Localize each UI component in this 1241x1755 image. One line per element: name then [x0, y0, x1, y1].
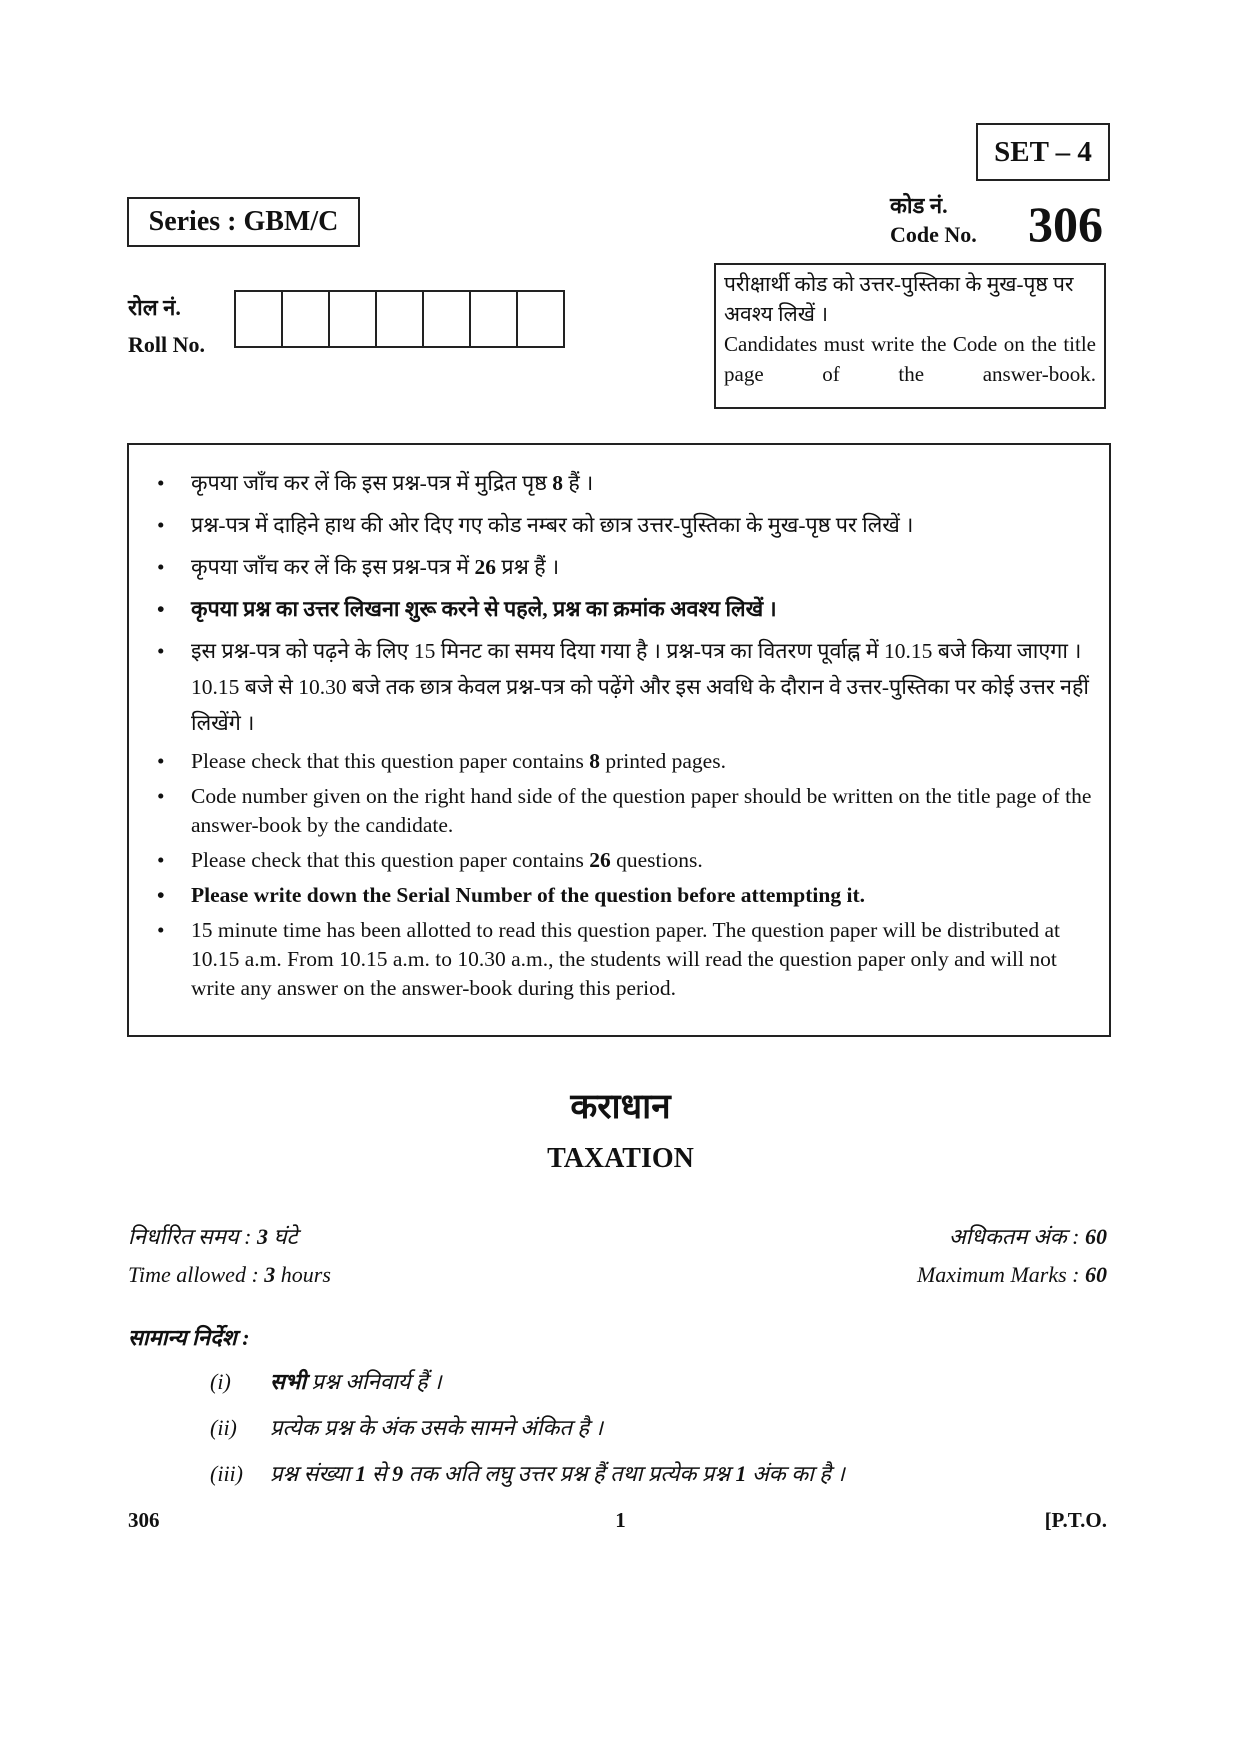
time-allowed-english: Time allowed : 3 hours	[128, 1262, 331, 1287]
bullet-icon: •	[157, 784, 165, 808]
bullet-icon: •	[157, 513, 165, 537]
instruction-item: • कृपया जाँच कर लें कि इस प्रश्न-पत्र में मुद्रित पृष्ठ 8 हैं ।	[157, 465, 1093, 501]
roll-number-boxes	[234, 290, 565, 348]
pto-label: [P.T.O.	[1044, 1508, 1107, 1532]
candidate-code-note	[714, 263, 1106, 409]
roll-number-cell	[471, 292, 518, 346]
subject-title-english: TAXATION	[547, 1143, 694, 1174]
page-number: 1	[615, 1508, 626, 1532]
instruction-item: • Please check that this question paper contains 8 printed pages.	[157, 747, 1093, 776]
roll-number-cell	[518, 292, 565, 346]
code-label-english: Code No.	[890, 222, 977, 247]
general-instruction-item: (iii) प्रश्न संख्या 1 से 9 तक अति लघु उत्तर प्रश्न हैं तथा प्रत्येक प्रश्न 1 अंक का है ।	[210, 1461, 845, 1486]
max-marks-english: Maximum Marks : 60	[916, 1262, 1107, 1287]
bullet-icon: •	[157, 597, 165, 621]
code-number: 306	[1028, 196, 1103, 252]
bullet-icon: •	[157, 749, 165, 773]
instruction-item: • कृपया जाँच कर लें कि इस प्रश्न-पत्र में 26 प्रश्न हैं ।	[157, 549, 1093, 585]
general-instruction-item: (ii) प्रत्येक प्रश्न के अंक उसके सामने अंकित है ।	[210, 1415, 603, 1440]
series-label: Series : GBM/C	[127, 197, 360, 247]
instruction-item: • Please check that this question paper contains 26 questions.	[157, 846, 1093, 875]
roll-label-hindi: रोल नं.	[128, 295, 181, 320]
instruction-item: • 15 minute time has been allotted to read this question paper. The question paper will be distributed at 10.15 a.m. From 10.15 a.m. to 10.30 a.m., the students will read the question paper only and will not write any answer on the answer-book during this period.	[157, 918, 1060, 1000]
subject-title-hindi: कराधान	[570, 1087, 671, 1126]
bullet-icon: •	[157, 639, 165, 663]
roll-number-cell	[424, 292, 471, 346]
bullet-icon: •	[157, 471, 165, 495]
bullet-icon: •	[157, 883, 165, 907]
time-allowed-hindi: निर्धारित समय : 3 घंटे	[128, 1224, 298, 1249]
code-label-hindi: कोड नं.	[890, 193, 948, 218]
general-instructions-heading: सामान्य निर्देश :	[128, 1325, 250, 1350]
roll-label-english: Roll No.	[128, 332, 205, 357]
general-instruction-item: (i) सभी प्रश्न अनिवार्य हैं ।	[210, 1369, 442, 1394]
roll-number-cell	[377, 292, 424, 346]
set-number-box: SET – 4	[976, 123, 1110, 181]
instructions-english	[157, 747, 1093, 1003]
footer-code: 306	[128, 1508, 160, 1532]
bullet-icon: •	[157, 918, 165, 942]
bullet-icon: •	[157, 848, 165, 872]
roll-number-cell	[283, 292, 330, 346]
candidate-note-english: Candidates must write the Code on the title page of the answer-book.	[724, 332, 1096, 386]
instruction-item: • इस प्रश्न-पत्र को पढ़ने के लिए 15 मिनट का समय दिया गया है । प्रश्न-पत्र का वितरण पूर्वाह्न में 10.15 बजे किया जाएगा । 10.15 बजे से 10.30 बजे तक छात्र केवल प्रश्न-पत्र को पढ़ेंगे और इस अवधि के दौरान वे उत्तर-पुस्तिका पर कोई उत्तर नहीं लिखेंगे ।	[157, 633, 1093, 741]
instruction-item: • Code number given on the right hand side of the question paper should be written on the title page of the answer-book by the candidate.	[157, 784, 1092, 837]
bullet-icon: •	[157, 555, 165, 579]
instructions-hindi	[157, 465, 1093, 741]
instructions-box	[127, 443, 1111, 1037]
roll-number-cell	[236, 292, 283, 346]
instruction-item: • कृपया प्रश्न का उत्तर लिखना शुरू करने से पहले, प्रश्न का क्रमांक अवश्य लिखें ।	[157, 591, 1093, 627]
roll-number-cell	[330, 292, 377, 346]
candidate-note-hindi: परीक्षार्थी कोड को उत्तर-पुस्तिका के मुख-पृष्ठ पर अवश्य लिखें ।	[724, 272, 1074, 326]
instruction-item: • Please write down the Serial Number of the question before attempting it.	[157, 881, 1093, 910]
max-marks-hindi: अधिकतम अंक : 60	[948, 1224, 1107, 1249]
instruction-item: • प्रश्न-पत्र में दाहिने हाथ की ओर दिए गए कोड नम्बर को छात्र उत्तर-पुस्तिका के मुख-पृष्ठ पर लिखें ।	[157, 507, 1093, 543]
